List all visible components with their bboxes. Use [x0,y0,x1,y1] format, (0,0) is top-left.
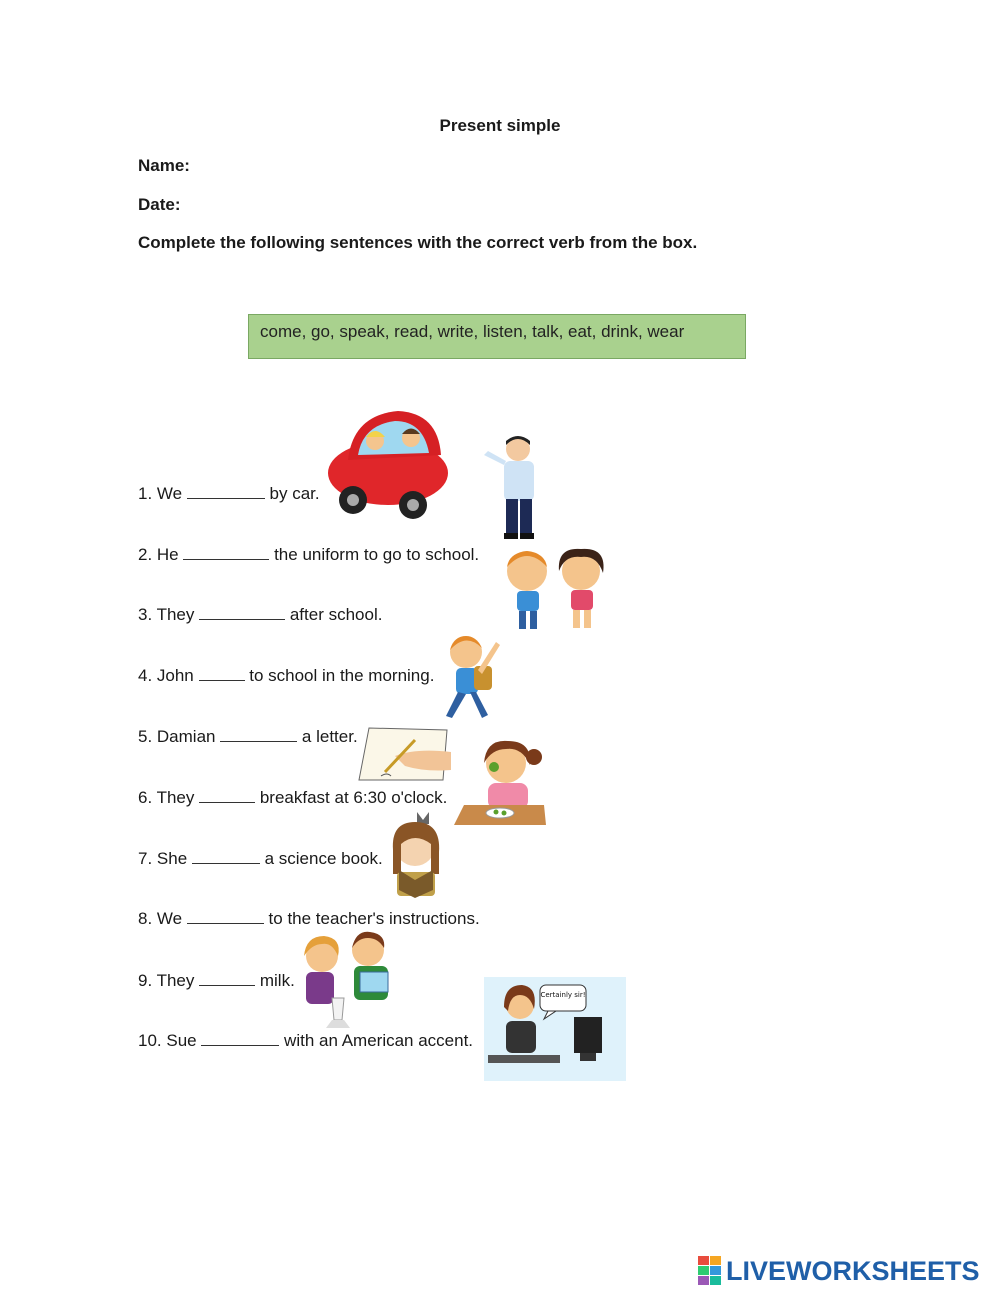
question-4: 4. John to school in the morning. [138,666,435,685]
answer-blank-4[interactable] [199,666,245,681]
answer-blank-7[interactable] [192,849,260,864]
answer-blank-9[interactable] [199,971,255,986]
instructions: Complete the following sentences with the correct verb from the box. [138,233,698,252]
girl-reading-illustration [383,810,448,902]
logo-blocks-icon [698,1256,722,1286]
receptionist-illustration [484,977,626,1081]
kids-talking-illustration [497,545,622,633]
answer-blank-1[interactable] [187,484,265,499]
question-3: 3. They after school. [138,605,383,624]
word-box-words: come, go, speak, read, write, listen, talk, eat, drink, wear [260,322,685,341]
question-5: 5. Damian a letter. [138,727,358,746]
date-label: Date: [138,195,181,214]
page-title: Present simple [439,116,561,135]
answer-blank-2[interactable] [183,545,269,560]
car-family-illustration [323,405,453,520]
brand-name: LIVEWORKSHEETS [726,1255,980,1286]
speech-bubble-text: Certainly sir! [540,991,586,999]
question-1: 1. We by car. [138,484,320,503]
hand-writing-illustration [355,726,455,784]
kids-drinking-milk-illustration [292,928,400,1033]
question-9: 9. They milk. [138,971,295,990]
question-6: 6. They breakfast at 6:30 o'clock. [138,788,448,807]
answer-blank-5[interactable] [220,727,297,742]
question-10: 10. Sue with an American accent. [138,1031,474,1050]
answer-blank-8[interactable] [187,909,264,924]
word-box [248,314,746,359]
answer-blank-6[interactable] [199,788,255,803]
answer-blank-3[interactable] [199,605,285,620]
answer-blank-10[interactable] [201,1031,279,1046]
question-7: 7. She a science book. [138,849,383,868]
boy-uniform-illustration [480,433,548,543]
girl-eating-illustration [452,735,548,833]
liveworksheets-logo [698,1254,980,1288]
boy-walking-illustration [440,630,505,728]
question-2: 2. He the uniform to go to school. [138,545,480,564]
name-label: Name: [138,156,190,175]
question-8: 8. We to the teacher's instructions. [138,909,480,928]
